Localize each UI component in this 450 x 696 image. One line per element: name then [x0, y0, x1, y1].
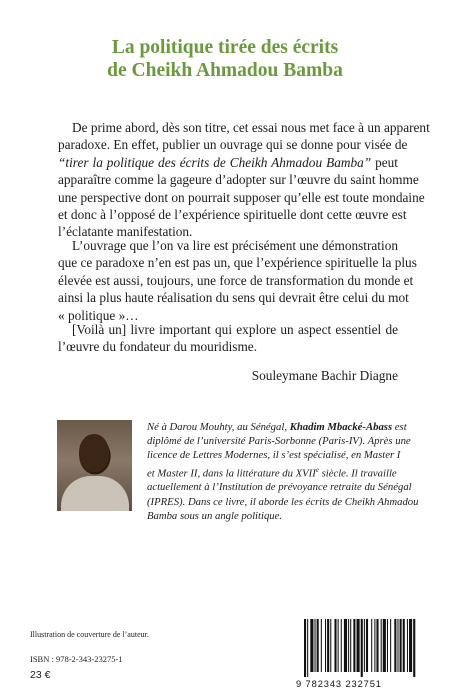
author-photo [57, 420, 132, 511]
paragraph-conclusion [58, 321, 398, 356]
barcode-bar [374, 619, 375, 672]
text-line: l’œuvre du fondateur du mouridisme. [58, 339, 258, 355]
barcode-bar [403, 619, 405, 672]
bio-line: actuellement à l’Institution de prévoyance retraite du Sénégal [147, 481, 412, 494]
photo-head-shape [79, 434, 109, 472]
barcode-bar [409, 619, 412, 672]
bio-fragment: siècle. Il travaille [318, 467, 397, 480]
barcode-bar [376, 619, 378, 672]
barcode-bar [327, 619, 329, 672]
text-line: De prime abord, dès son titre, cet essai nous met face à un apparent [72, 120, 430, 135]
quote-author-signature: Souleymane Bachir Diagne [251, 368, 398, 383]
barcode-bar [381, 619, 382, 672]
barcode-bar [341, 619, 342, 672]
bio-fragment: et Master II, dans la littérature du XVII [147, 467, 316, 480]
barcode-bar [325, 619, 326, 672]
text-line: apparaître comme la gageure d’adopter sur l’œuvre du saint homme [58, 172, 419, 188]
barcode-bar [310, 619, 313, 672]
cover-illustration-credit: Illustration de couverture de l’auteur. [30, 630, 149, 639]
bio-fragment: Né à Darou Mouhty, au Sénégal, [147, 421, 290, 433]
bio-line: Bamba sous un angle politique. [147, 509, 283, 522]
barcode-bar [307, 619, 308, 677]
barcode-bar [383, 619, 386, 672]
text-line: élevée est aussi, toujours, une force de transformation du monde et [58, 272, 414, 288]
century-superscript: e [315, 465, 319, 474]
barcode-bar [350, 619, 351, 672]
barcode-bar [390, 619, 391, 672]
barcode-bar [330, 619, 331, 672]
text-line: [Voilà un] livre important qui explore un aspect essentiel de [72, 322, 398, 337]
barcode-bar [364, 619, 365, 672]
barcode-bar [348, 619, 349, 672]
text-line [58, 154, 398, 171]
barcode-bar [338, 619, 339, 672]
bio-line: (IPRES). Dans ce livre, il aborde les écrits de Cheikh Ahmadou [147, 495, 419, 508]
price-label: 23 € [30, 669, 51, 681]
quoted-title: “tirer la politique des écrits de Cheikh Ahmadou Bamba” [58, 154, 372, 170]
bio-line: licence de Lettres Modernes, il s’est spécialisé, en Master I [147, 449, 401, 462]
bio-line: diplômé de l’université Paris-Sorbonne (Paris-IV). Après une [147, 435, 411, 448]
barcode-bar [353, 619, 355, 672]
barcode-bar [407, 619, 408, 672]
photo-shirt-shape [61, 476, 129, 511]
barcode-bar [361, 619, 363, 677]
barcode-bar [366, 619, 368, 672]
title-line-1: La politique tirée des écrits [111, 37, 339, 58]
barcode-bar [334, 619, 336, 672]
text-line: une perspective dont on pourrait supposer qu’elle est toute mondaine [58, 189, 425, 205]
author-biography [147, 420, 419, 523]
text-line: que ce paradoxe n’en est pas un, que l’expérience spirituelle la plus [58, 255, 417, 271]
barcode-bar [317, 619, 319, 672]
paragraph-intro [58, 119, 430, 241]
barcode-bar [315, 619, 316, 672]
text-line: L’ouvrage que l’on va lire est précisément une démonstration [72, 238, 398, 253]
barcode-bar [413, 619, 415, 677]
text-fragment: peut [371, 154, 398, 170]
text-line: paradoxe. En effet, publier un ouvrage qui se donne pour visée de [58, 137, 408, 153]
bio-line [147, 420, 407, 434]
book-title [40, 36, 410, 82]
barcode-bar [387, 619, 388, 672]
barcode-bar [400, 619, 402, 672]
author-name: Khadim Mbacké-Abass [289, 421, 393, 433]
barcode-bar [397, 619, 398, 672]
barcode-bar [321, 619, 322, 672]
text-line: l’éclatante manifestation. [58, 224, 193, 240]
barcode-bar [304, 619, 306, 677]
title-line-2: de Cheikh Ahmadou Bamba [107, 60, 343, 81]
barcode-bars [296, 619, 426, 679]
isbn-number: ISBN : 978-2-343-23275-1 [30, 654, 123, 664]
bio-line [147, 463, 399, 481]
barcode-bar [394, 619, 396, 672]
barcode-bar [357, 619, 360, 672]
barcode-bar [371, 619, 372, 672]
paragraph-demonstration [58, 237, 417, 324]
text-line: et donc à l’opposé de l’expérience spirituelle dont cette œuvre est [58, 207, 407, 223]
text-line: ainsi la plus haute réalisation du sens qui devrait être celui du mot [58, 290, 409, 306]
text-line: « politique »… [58, 307, 139, 323]
bio-fragment: est [392, 421, 407, 433]
barcode-digits: 9 782343 232751 [296, 679, 382, 689]
barcode-bar [344, 619, 347, 672]
